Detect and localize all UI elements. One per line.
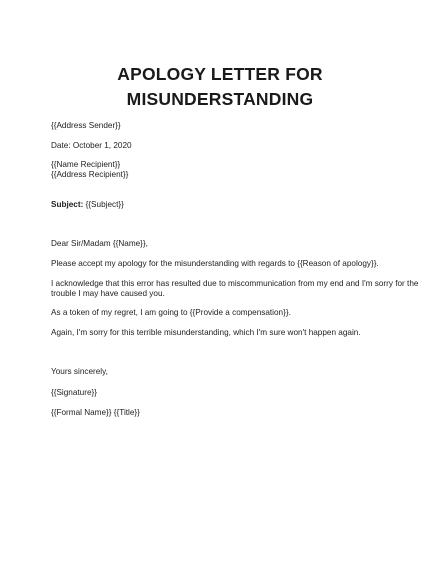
address-recipient: {{Address Recipient}}	[51, 170, 129, 179]
closing: Yours sincerely,	[51, 367, 108, 376]
subject-label: Subject:	[51, 200, 84, 209]
signature: {{Signature}}	[51, 388, 97, 397]
subject-line	[51, 200, 396, 211]
salutation: Dear Sir/Madam {{Name}},	[51, 239, 148, 248]
subject-value: {{Subject}}	[83, 200, 124, 209]
paragraph-4: Again, I'm sorry for this terrible misunderstanding, which I'm sure won't happen again.	[51, 328, 361, 337]
letter-title-line-1: APOLOGY LETTER FOR	[117, 64, 323, 84]
address-sender: {{Address Sender}}	[51, 121, 121, 130]
name-recipient: {{Name Recipient}}	[51, 160, 121, 169]
paragraph-3: As a token of my regret, I am going to {{Provide a compensation}}.	[51, 308, 291, 317]
paragraph-2-line-1: I acknowledge that this error has resulted due to miscommunication from my end and I'm sorry for the	[51, 279, 419, 288]
formal-name-title: {{Formal Name}} {{Title}}	[51, 408, 140, 417]
letter-date: Date: October 1, 2020	[51, 141, 132, 150]
paragraph-1: Please accept my apology for the misunderstanding with regards to {{Reason of apology}}.	[51, 259, 379, 268]
paragraph-2-line-2: trouble I may have caused you.	[51, 289, 165, 298]
letter-title-line-2: MISUNDERSTANDING	[126, 89, 314, 109]
